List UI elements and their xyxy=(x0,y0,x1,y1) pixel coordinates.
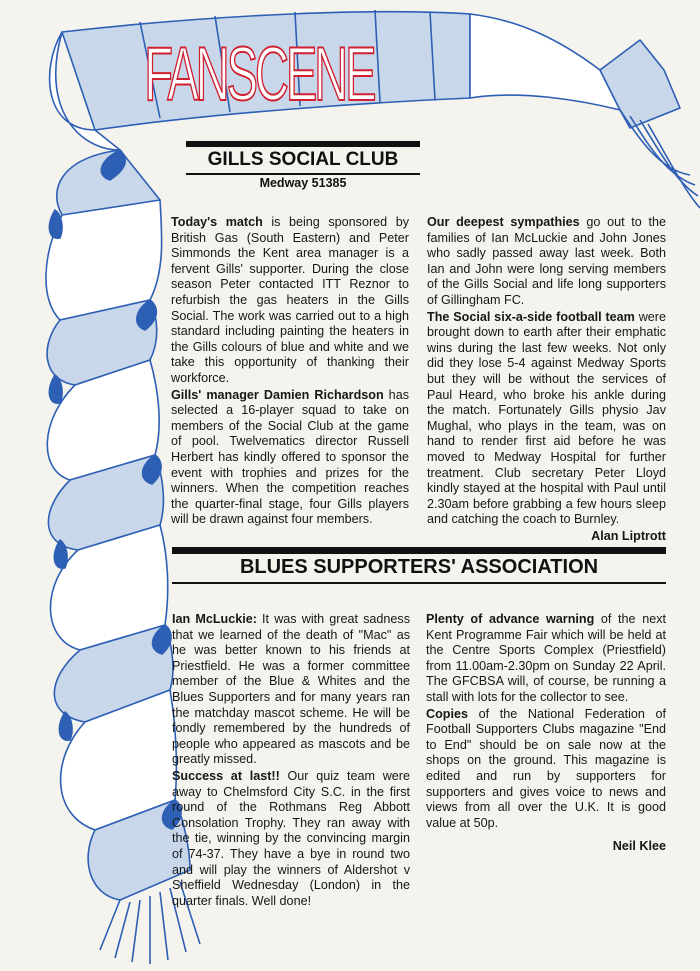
gills-social-heading: GILLS SOCIAL CLUB xyxy=(207,149,399,170)
signature-alan-liptrott: Alan Liptrott xyxy=(591,528,666,543)
section-rule-blues-bottom xyxy=(172,582,666,584)
section-rule-blues-top xyxy=(172,547,666,554)
blues-left-column xyxy=(172,612,410,910)
article-ian-mcluckie: Ian McLuckie: It was with great sadness that we learned of the death of "Mac" as he was better known to his friends at Priestfield. He was a former committee member of the Blue & Whites and the Blues Supporters and for many years ran the matchday mascot scheme. He will be fondly remembered by the hundreds of people who appeared as mascots and be greatly missed. xyxy=(172,612,410,767)
gills-social-phone: Medway 51385 xyxy=(259,176,347,190)
social-left-column xyxy=(171,215,409,529)
section-rule-top xyxy=(186,141,420,147)
article-quiz-success: Success at last!! Our quiz team were away to Chelmsford City S.C. in the first round of the Rothmans Reg Abbott Consolation Trophy. They ran away with the tie, winning by the convincing margin of 74-37. They have a bye in round two and will play the winners of Aldershot v Sheffield Wednesday (London) in the quarter finals. Well done! xyxy=(172,768,411,908)
article-todays-match: Today's match is being sponsored by British Gas (South Eastern) and Peter Simmonds the Kent area manager is a fervent Gills' supporter. During the close season Peter contacted ITT Reznor to refurbish the gas heaters in the Gills Social. The work was carried out to a high standard including painting the heaters in the Gills colours of blue and white and we take this opportunity of thanking their workforce. xyxy=(171,215,409,385)
masthead-title: FANSCENE xyxy=(143,31,374,117)
masthead xyxy=(98,29,419,120)
article-sympathies: Our deepest sympathies go out to the families of Ian McLuckie and John Jones who sadly passed away last week. Both Ian and John were long serving members of the Gills Social and life long supporters of Gillingham FC. xyxy=(427,215,667,307)
blues-heading: BLUES SUPPORTERS' ASSOCIATION xyxy=(239,556,599,578)
blues-right-column xyxy=(426,612,666,855)
article-end-to-end: Copies of the National Federation of Football Supporters Clubs magazine "End to End" should be on sale now at the shops on the ground. This magazine is edited and run by supporters for supporters and gives voice to news and views from all over the U.K. It is good value at 50p. xyxy=(426,706,666,830)
article-programme-fair: Plenty of advance warning of the next Kent Programme Fair which will be held at the Centre Sports Complex (Priestfield) from 11.00am-2.30pm on Sunday 22 April. The GFCBSA will, of course, be running a stall with lots for the collector to see. xyxy=(426,612,666,704)
article-six-a-side: The Social six-a-side football team were brought down to earth after their emphatic wins during the last few weeks. Not only did they lose 5-4 against Medway Sports but they will be without the services of Paul Heard, who broke his ankle during the match. Fortunately Gills physio Jav Mughal, who plays in the team, was on hand to render first aid before he was moved to Medway Hospital for further treatment. Club secretary Peter Lloyd kindly stayed at the hospital with Paul until 2.30am before grabbing a few hours sleep and catching the coach to Burnley. xyxy=(427,309,667,527)
article-gills-manager: Gills' manager Damien Richardson has selected a 16-player squad to take on members of the Social Club at the game of pool. Twelvematics director Russell Herbert has kindly offered to sponsor the event with trophies and prizes for the winners. When the competition reaches the quarter-final stage, four Gills players will be drawn against four members. xyxy=(171,387,409,527)
social-right-column xyxy=(427,215,666,544)
section-rule-under xyxy=(186,173,420,175)
signature-neil-klee: Neil Klee xyxy=(612,839,666,854)
